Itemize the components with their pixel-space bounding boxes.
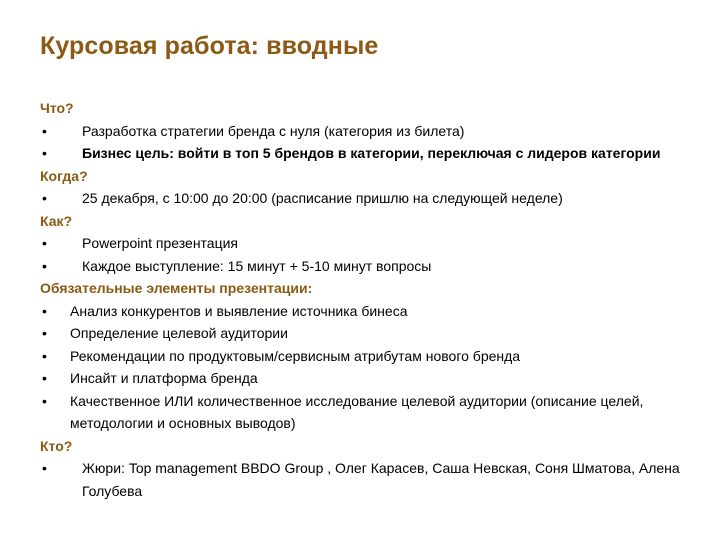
list-item <box>40 457 700 502</box>
bullet-icon: • <box>42 392 47 409</box>
list-item <box>40 300 700 323</box>
bullet-icon: • <box>42 302 47 319</box>
list-item-text: Жюри: Top management BBDO Group , Олег Карасев, Саша Невская, Соня Шматова, Алена Голубева <box>82 460 680 499</box>
list-item <box>40 322 700 345</box>
list-item-text: Рекомендации по продуктовым/сервисным атрибутам нового бренда <box>70 347 521 364</box>
section-heading-who: Кто? <box>40 437 73 454</box>
list-item <box>40 232 700 255</box>
list-item <box>40 255 700 278</box>
list-item-text: Бизнес цель: войти в топ 5 брендов в категории, переключая с лидеров категории <box>82 145 661 161</box>
list-item-text: Каждое выступление: 15 минут + 5-10 минут вопросы <box>82 257 432 274</box>
section-heading-required: Обязательные элементы презентации: <box>40 280 313 296</box>
slide-title: Курсовая работа: вводные <box>40 32 379 60</box>
bullet-icon: • <box>42 235 47 251</box>
list-item-text: 25 декабря, с 10:00 до 20:00 (расписание пришлю на следующей неделе) <box>82 190 563 206</box>
bullet-icon: • <box>42 460 47 476</box>
section-heading-when: Когда? <box>40 167 88 184</box>
list-item <box>40 390 700 435</box>
section-heading-what: Что? <box>40 100 74 116</box>
bullet-icon: • <box>42 325 47 341</box>
bullet-icon: • <box>42 257 47 274</box>
list-item-text: Качественное ИЛИ количественное исследование целевой аудитории (описание целей, методологии и основных выводов) <box>70 392 644 431</box>
list-item <box>40 367 700 390</box>
list-item <box>40 120 700 143</box>
bullet-icon: • <box>42 122 47 139</box>
bullet-icon: • <box>42 347 47 364</box>
list-item-text: Анализ конкурентов и выявление источника бинеса <box>70 302 408 319</box>
list-item-text: Определение целевой аудитории <box>70 325 288 341</box>
bullet-icon: • <box>42 145 47 161</box>
list-item-text: Инсайт и платформа бренда <box>70 370 258 386</box>
list-item <box>40 187 700 210</box>
section-heading-how: Как? <box>40 212 73 229</box>
list-item <box>40 142 700 165</box>
list-item <box>40 345 700 368</box>
list-item-text: Powerpoint презентация <box>82 235 239 251</box>
slide-content <box>40 97 700 502</box>
bullet-icon: • <box>42 370 47 386</box>
bullet-icon: • <box>42 190 47 206</box>
list-item-text: Разработка стратегии бренда с нуля (категория из билета) <box>82 122 465 139</box>
